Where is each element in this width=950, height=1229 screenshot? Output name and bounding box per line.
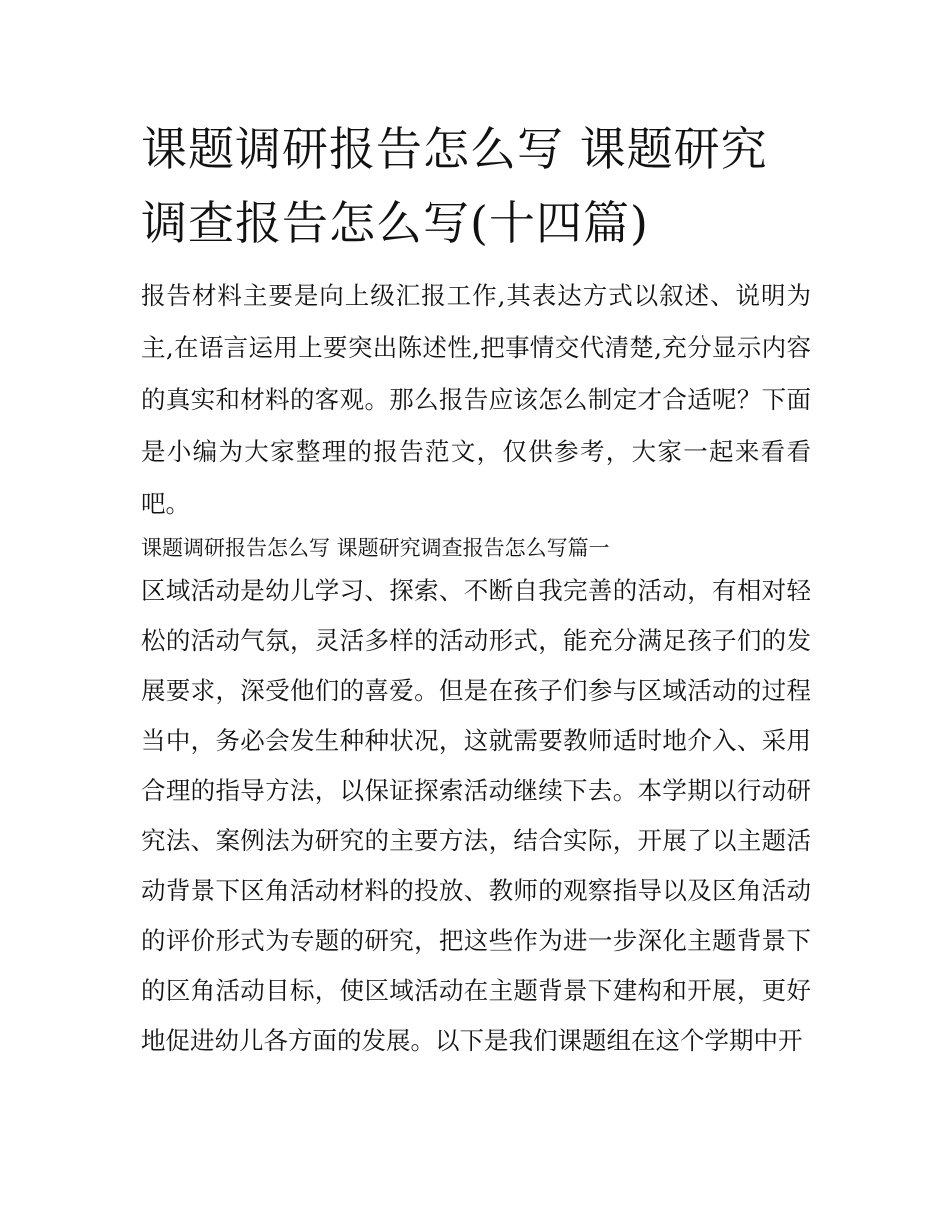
intro-paragraph: 报告材料主要是向上级汇报工作,其表达方式以叙述、说明为主,在语言运用上要突出陈述性,把事情交代清楚,充分显示内容的真实和材料的客观。那么报告应该怎么制定才合适呢？下面是小编为大家整理的报告范文，仅供参考，大家一起来看看吧。 (141, 281, 811, 518)
section-heading: 课题调研报告怎么写 课题研究调查报告怎么写篇一 (141, 536, 610, 560)
body-paragraph: 区域活动是幼儿学习、探索、不断自我完善的活动，有相对轻松的活动气氛，灵活多样的活动形式，能充分满足孩子们的发展要求，深受他们的喜爱。但是在孩子们参与区域活动的过程当中，务必会发生种种状况，这就需要教师适时地介入、采用合理的指导方法，以保证探索活动继续下去。本学期以行动研究法、案例法为研究的主要方法，结合实际，开展了以主题活动背景下区角活动材料的投放、教师的观察指导以及区角活动的评价形式为专题的研究，把这些作为进一步深化主题背景下的区角活动目标，使区域活动在主题背景下建构和开展，更好地促进幼儿各方面的发展。以下是我们课题组在这个学期中开 (141, 576, 811, 1055)
document-page (141, 112, 811, 1066)
document-title: 课题调研报告怎么写 课题研究调查报告怎么写(十四篇) (141, 122, 768, 250)
